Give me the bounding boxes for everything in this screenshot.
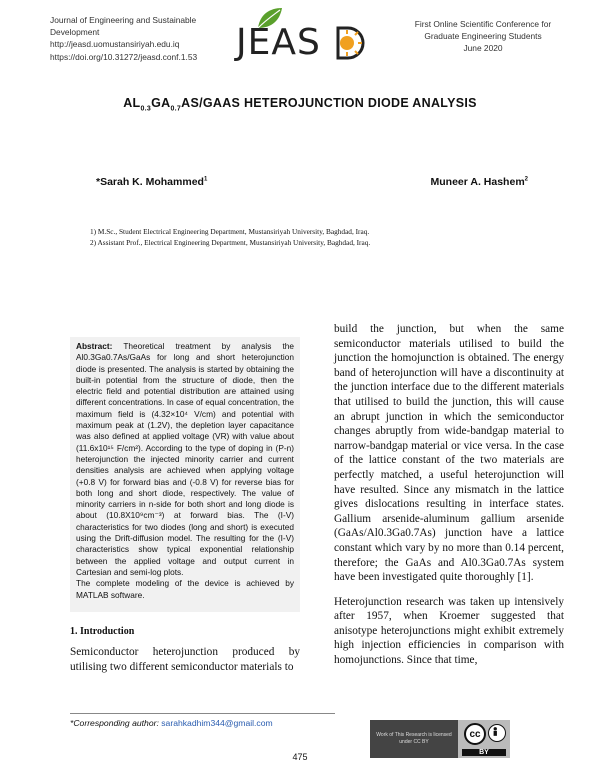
affiliations: [90, 226, 370, 248]
conference-line1: First Online Scientific Conference for: [414, 19, 552, 29]
page-number: 475: [292, 752, 308, 762]
person-glyph-icon: [489, 725, 504, 740]
right-column: [334, 322, 564, 668]
logo-text: JEAS: [236, 22, 321, 63]
footnote-label: *Corresponding author:: [70, 718, 162, 728]
by-label: BY: [462, 749, 506, 756]
corresponding-author: [70, 718, 273, 728]
left-column: [70, 626, 300, 674]
title-sub2: 0.7: [170, 105, 182, 113]
author-1-sup: 1: [203, 176, 208, 183]
person-icon: [488, 724, 506, 742]
right-paragraph-1: build the junction, but when the same semiconductor materials utilised to build the junction the homojunction is obtained. The energy band of heterojunction will have a discontinuity at the junction interface due to the different materials that utilised to build the junction, this will cause an abrupt junction in which the semiconductor changes abruptly from wide-bandgap material to narrow-bandgap material or vice versa. In the case of the lattice constant of the two materials are perfectly matched, a useful heterojunction will have resulted. Since any mismatch in the lattice gives dislocations resulting in interface states. Gallium arsenide-aluminum gallium arsenide (GaAs/Al0.3Ga0.7As) junction have a lattice constant which vary by no more than 0.14 percent, therefore; the GaAs and Al0.3Ga0.7As system have been investigated quite thoroughly [1].: [334, 323, 564, 584]
conference-line2: Graduate Engineering Students: [424, 31, 542, 42]
title-part3: AS/GAAS HETEROJUNCTION DIODE ANALYSIS: [181, 96, 477, 110]
author-2-sup: 2: [524, 176, 528, 183]
abstract-body-2: The complete modeling of the device is achieved by MATLAB software.: [76, 578, 294, 600]
journal-name-line1: Journal of Engineering and Sustainable: [50, 15, 197, 25]
author-email-link[interactable]: sarahkadhim344@gmail.com: [161, 718, 273, 728]
logo-d-sun-icon: [334, 26, 368, 60]
abstract-box: [70, 337, 300, 612]
abstract-body: [76, 341, 294, 578]
intro-text: Semiconductor heterojunction produced by utilising two different semiconductor materials to: [70, 646, 300, 673]
title-part2: GA: [151, 96, 171, 110]
abstract-text: Theoretical treatment by analysis the Al0.3Ga0.7As/GaAs for long and short heterojunction diode is presented. The analysis is started by obtaining the built-in potential from the structure of diode, then the electric field and potential distribution are attained using different concentrations. In case of equal concentration, the maximum field is (4.32×10⁴ V/cm) and potential with maximum peak at (1.2V), the depletion layer capacitance was also defined at applied voltage (VR) with value about (11.6x10¹⁵ F/cm²). According to the type of doping in (P-n) heterojunction the injected minority carrier and current densities analysis are achieved when applying voltage (+0.8 V) for forward bias and (-0.8 V) for reverse bias for both long and short diode, respectively. The value of minority carriers in n-side for both short and long diode is about (10.8X10⁹cm⁻³) at forward bias. The (I-V) characteristics for two diodes (long and short) is executed using the Drift-diffusion model. The resulting for the (I-V) characteristics show typical exponential relationship between the applied voltage and output current in Cartesian and semi-log plots.: [76, 341, 294, 577]
journal-info: [50, 14, 240, 63]
author-1: [96, 176, 207, 188]
paper-title: [0, 96, 600, 113]
right-paragraph-2: Heterojunction research was taken up intensively after 1957, when Kroemer suggested that anisotype heterojunctions might exhibit extremely high injection efficiencies in comparison with homojunctions. Since that time,: [334, 595, 564, 667]
affiliation-2: 2) Assistant Prof., Electrical Engineering Department, Mustansiriyah University, Baghdad, Iraq.: [90, 238, 371, 247]
intro-heading: 1. Introduction: [70, 626, 135, 637]
affiliation-1: 1) M.Sc., Student Electrical Engineering Department, Mustansiriyah University, Baghdad, Iraq.: [90, 227, 370, 236]
cc-icon: cc: [464, 723, 486, 745]
abstract-label: Abstract:: [76, 341, 113, 351]
journal-doi[interactable]: https://doi.org/10.31272/jeasd.conf.1.53: [50, 51, 198, 62]
journal-name-line2: Development: [50, 27, 100, 38]
author-1-name: *Sarah K. Mohammed: [96, 176, 204, 188]
author-2-name: Muneer A. Hashem: [430, 176, 525, 188]
title-part1: AL: [123, 96, 141, 110]
conference-date: June 2020: [463, 43, 503, 54]
author-2: [431, 176, 528, 188]
footnote-divider: [70, 713, 335, 714]
conference-info: [408, 18, 558, 55]
journal-url[interactable]: http://jeasd.uomustansiriyah.edu.iq: [50, 39, 180, 50]
title-sub1: 0.3: [140, 105, 152, 113]
jeasd-logo: [236, 6, 366, 66]
license-text: Work of This Research is licensed under CC BY: [376, 732, 452, 745]
